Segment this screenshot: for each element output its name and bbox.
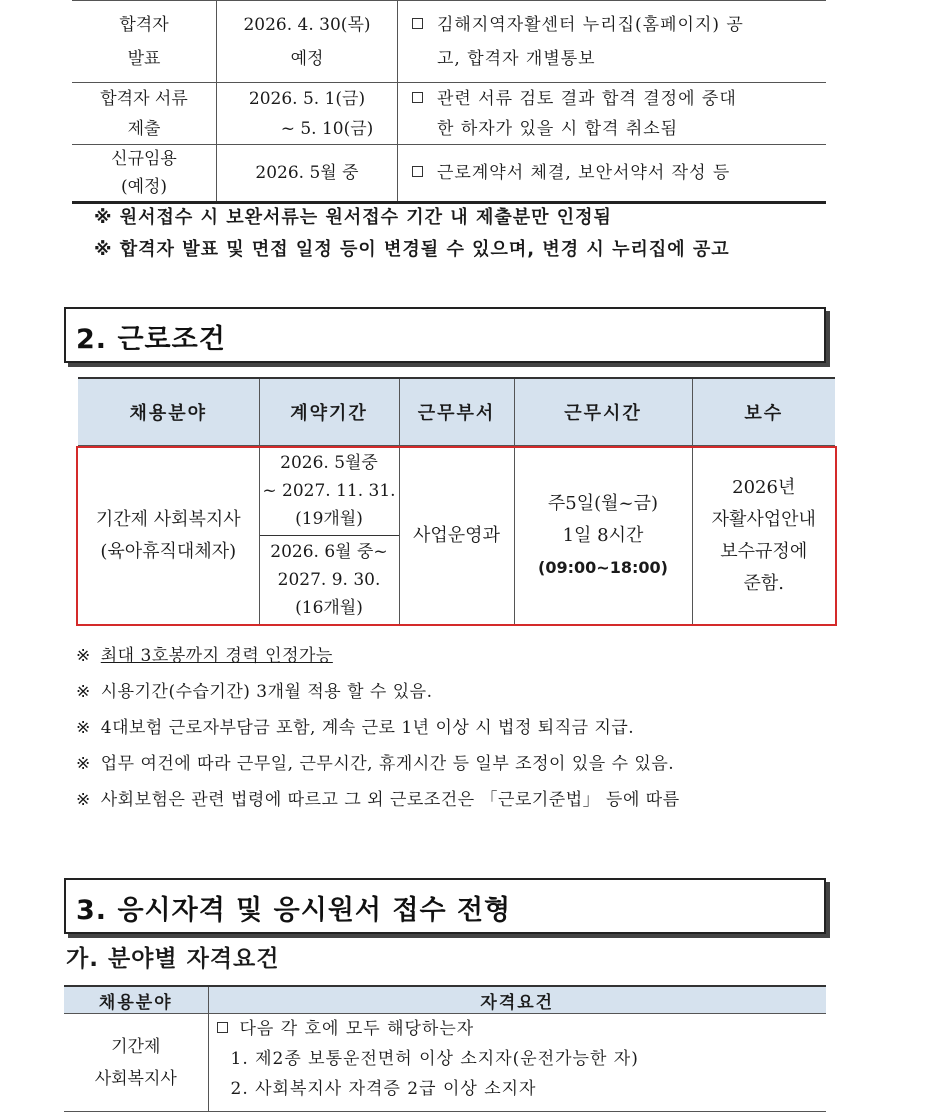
schedule-date — [217, 83, 398, 145]
pay-line: 준함. — [743, 572, 784, 594]
pay-line: 자활사업안내 — [711, 508, 816, 530]
field-line: (육아휴직대체자) — [100, 540, 237, 562]
period-line: (16개월) — [295, 598, 363, 618]
table-row — [64, 1014, 826, 1112]
qualification-table — [64, 985, 826, 1112]
period-line: 2027. 9. 30. — [277, 570, 381, 590]
column-header: 근무시간 — [514, 378, 692, 446]
desc-line: 근로계약서 체결, 보안서약서 작성 등 — [437, 163, 731, 183]
req-intro-text: 다음 각 호에 모두 해당하는자 — [239, 1019, 475, 1039]
label-line: 신규임용 — [111, 149, 177, 169]
department-cell: 사업운영과 — [399, 446, 514, 626]
table-header-row — [78, 378, 835, 446]
date-line: 예정 — [290, 48, 324, 69]
date-line: 2026. 5. 1(금) — [248, 88, 366, 109]
table-row — [72, 145, 826, 203]
label-line: 발표 — [127, 48, 161, 69]
subsection-title: 가. 분야별 자격요건 — [66, 946, 280, 972]
highlight-box — [76, 446, 837, 626]
schedule-desc — [398, 145, 827, 203]
period-line: 2026. 5월중 — [280, 453, 378, 473]
note-item — [76, 782, 856, 818]
schedule-desc — [398, 1, 827, 83]
column-header: 채용분야 — [78, 378, 259, 446]
column-header: 보수 — [692, 378, 835, 446]
schedule-table — [72, 0, 826, 203]
note-mark: ※ — [76, 646, 91, 666]
table-header-row — [64, 986, 826, 1014]
note-text: 시용기간(수습기간) 3개월 적용 할 수 있음. — [100, 682, 433, 702]
field-line: 기간제 사회복지사 — [95, 508, 241, 530]
note-mark: ※ — [76, 718, 91, 738]
schedule-date: 2026. 5월 중 — [217, 145, 398, 203]
note-text: 사회보험은 관련 법령에 따르고 그 외 근로조건은 「근로기준법」 등에 따름 — [100, 790, 680, 810]
date-line: 2026. 4. 30(목) — [243, 14, 371, 35]
hours-line: 주5일(월~금) — [547, 492, 659, 514]
checkbox-square-icon — [412, 92, 423, 103]
note-text: 최대 3호봉까지 경력 인정가능 — [100, 646, 333, 666]
note-item — [76, 638, 856, 674]
period-line: (19개월) — [295, 509, 363, 529]
note-mark: ※ — [76, 682, 91, 702]
desc-line: 한 하자가 있을 시 합격 취소됨 — [437, 118, 679, 139]
column-header: 계약기간 — [259, 378, 399, 446]
section-2-header — [64, 307, 826, 363]
schedule-label — [72, 1, 217, 83]
req-intro — [217, 1014, 827, 1044]
field-cell — [64, 1014, 208, 1112]
note-text: 4대보험 근로자부담금 포함, 계속 근로 1년 이상 시 법정 퇴직금 지급. — [100, 718, 635, 738]
desc-line: 관련 서류 검토 결과 합격 결정에 중대 — [437, 88, 737, 109]
note-item — [76, 674, 856, 710]
table-row — [72, 83, 826, 145]
column-header: 자격요건 — [208, 986, 826, 1014]
requirements-cell — [208, 1014, 826, 1112]
desc-line: 김해지역자활센터 누리집(홈페이지) 공 — [437, 14, 744, 35]
period-line: ~ 2027. 11. 31. — [262, 481, 396, 501]
schedule-note: ※ 합격자 발표 및 면접 일정 등이 변경될 수 있으며, 변경 시 누리집에 공고 — [94, 239, 730, 260]
note-item — [76, 710, 856, 746]
date-line: ~ 5. 10(금) — [280, 118, 374, 139]
note-text: 업무 여건에 따라 근무일, 근무시간, 휴게시간 등 일부 조정이 있을 수 있음. — [100, 754, 675, 774]
schedule-note: ※ 원서접수 시 보완서류는 원서접수 기간 내 제출분만 인정됨 — [94, 207, 612, 228]
column-header: 근무부서 — [399, 378, 514, 446]
checkbox-square-icon — [412, 18, 423, 29]
table-row — [72, 1, 826, 83]
requirement-item: 1. 제2종 보통운전면허 이상 소지자(운전가능한 자) — [230, 1049, 639, 1069]
schedule-desc — [398, 83, 827, 145]
schedule-date — [217, 1, 398, 83]
note-item — [76, 746, 856, 782]
label-line: 제출 — [127, 118, 161, 139]
checkbox-square-icon — [217, 1022, 228, 1033]
requirement-item: 2. 사회복지사 자격증 2급 이상 소지자 — [230, 1079, 537, 1099]
note-mark: ※ — [76, 790, 91, 810]
hours-line: 1일 8시간 — [562, 524, 644, 546]
section-title: 3. 응시자격 및 응시원서 접수 전형 — [76, 895, 512, 926]
label-line: 합격자 서류 — [100, 88, 188, 109]
note-mark: ※ — [76, 754, 91, 774]
section-3-header — [64, 878, 826, 934]
hours-line: (09:00~18:00) — [538, 557, 668, 577]
label-line: 합격자 — [119, 14, 169, 35]
checkbox-square-icon — [412, 166, 423, 177]
label-line: (예정) — [120, 177, 168, 197]
pay-line: 2026년 — [732, 476, 796, 498]
field-line: 기간제 — [111, 1036, 161, 1057]
schedule-label — [72, 145, 217, 203]
period-line: 2026. 6월 중~ — [270, 542, 388, 562]
desc-line: 고, 합격자 개별통보 — [437, 48, 596, 69]
field-line: 사회복지사 — [94, 1068, 177, 1089]
column-header: 채용분야 — [64, 986, 208, 1014]
schedule-label — [72, 83, 217, 145]
work-notes — [76, 638, 856, 818]
pay-line: 보수규정에 — [720, 540, 808, 562]
section-title: 2. 근로조건 — [76, 324, 226, 355]
